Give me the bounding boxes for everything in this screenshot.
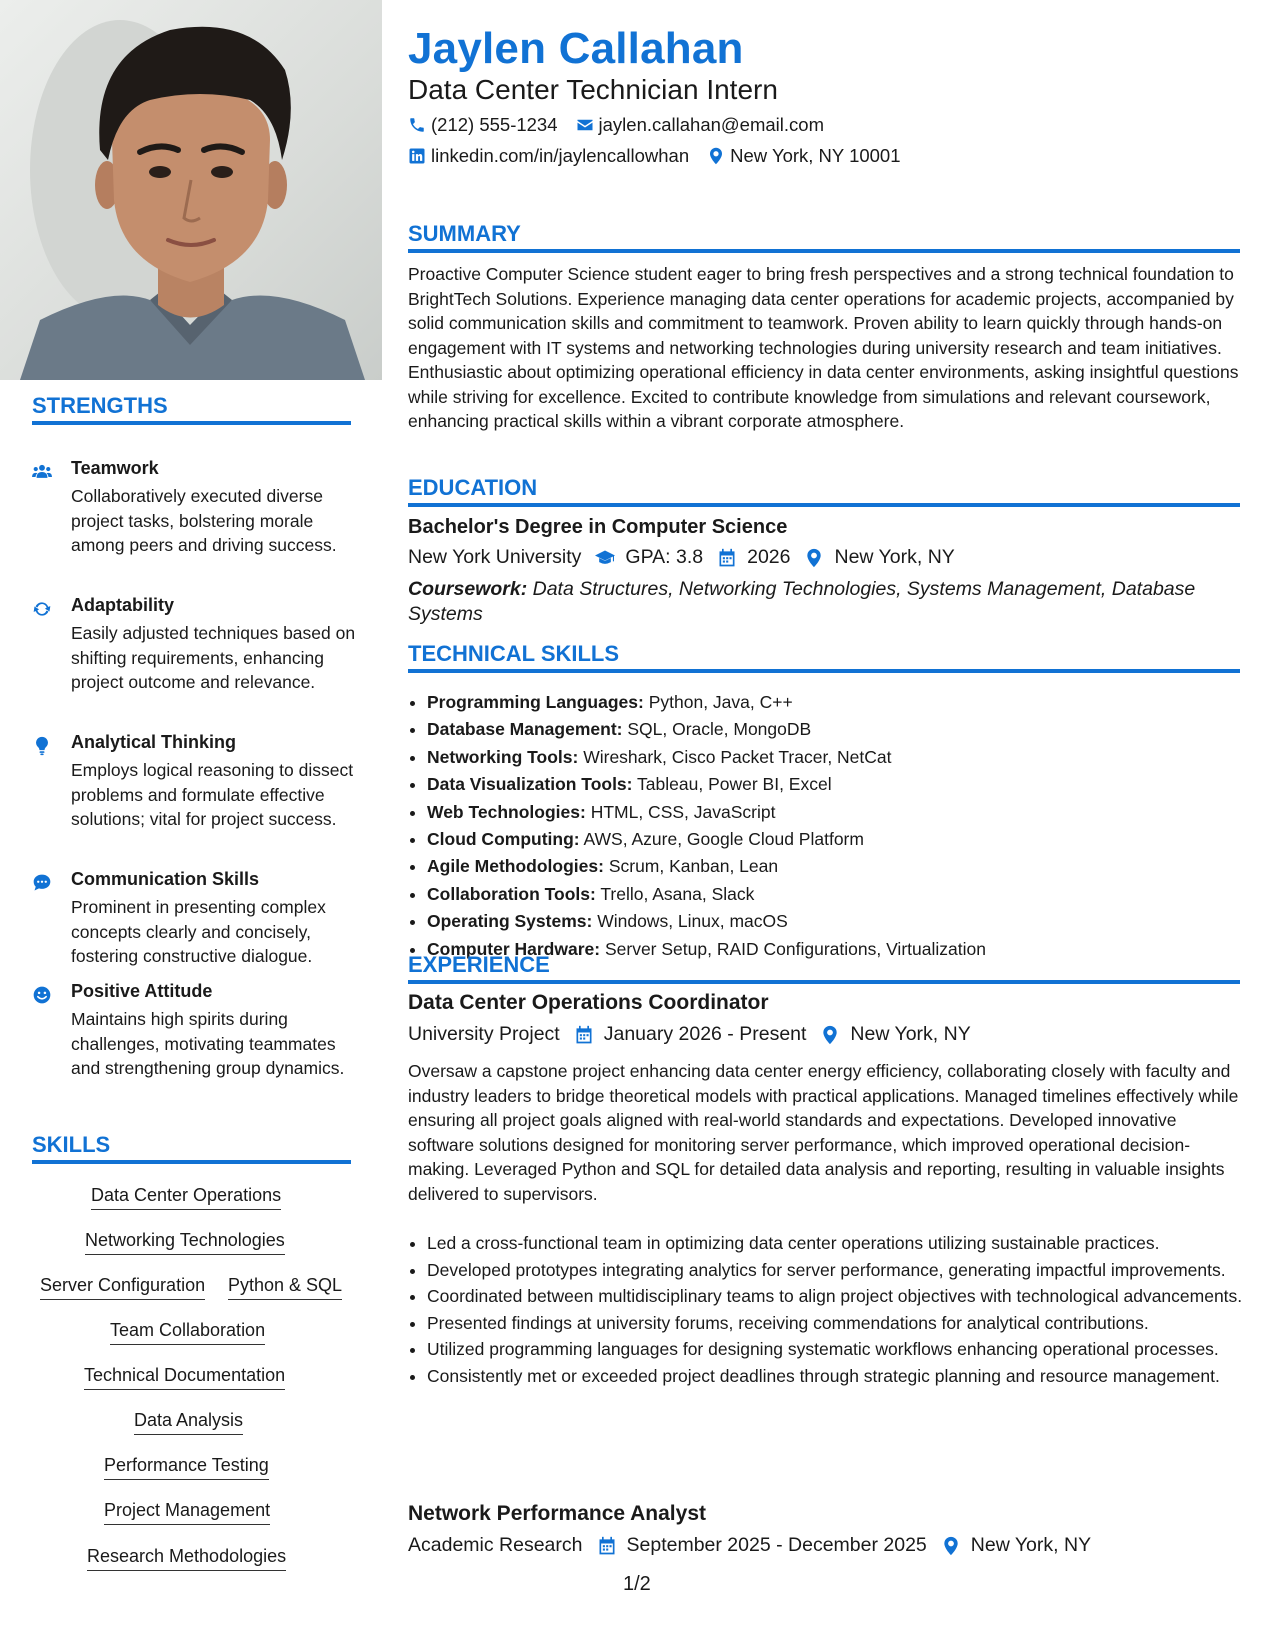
skill-category: Computer Hardware: [427,938,601,959]
list-item: • Developed prototypes integrating analytics for server performance, generating impactful improvements. [427,1258,1259,1283]
strength-item [32,458,357,578]
list-item [427,826,1259,853]
map-pin-icon [941,1536,961,1556]
job-organization: Academic Research [408,1534,583,1556]
skill-values: Trello, Asana, Slack [600,883,755,904]
list-item [427,908,1259,935]
skill-category: Database Management: [427,719,623,740]
strength-item [32,595,357,715]
strength-item [32,732,357,852]
year-value: 2026 [747,546,791,568]
technical-skills-list [408,689,1259,963]
dates-value: September 2025 - December 2025 [626,1534,927,1556]
location-value: New York, NY [970,1534,1092,1556]
skill-category: Networking Tools: [427,746,579,767]
skill-values: Wireshark, Cisco Packet Tracer, NetCat [583,746,892,767]
skill-values: HTML, CSS, JavaScript [590,801,776,822]
list-item: • Presented findings at university forums, receiving commendations for analytical contributions. [427,1311,1259,1336]
location-contact [707,145,900,167]
dates-value: January 2026 - Present [603,1023,807,1045]
strengths-heading: STRENGTHS [32,393,351,425]
strength-description: Maintains high spirits during challenges, motivating teammates and strengthening group dynamics. [71,1009,345,1078]
school-location [804,546,954,569]
location-value: New York, NY [850,1023,971,1045]
list-item [427,716,1259,743]
envelope-icon [576,116,594,134]
job-location [941,1534,1091,1557]
map-pin-icon [707,147,725,165]
skill-tag: Performance Testing [104,1454,269,1480]
skill-values: Python, Java, C++ [648,692,793,712]
job-bullets [408,1231,1259,1390]
strength-item [32,981,357,1101]
skill-values: Scrum, Kanban, Lean [608,856,779,877]
skill-tag: Data Analysis [134,1409,243,1435]
smile-icon [32,985,52,1005]
skill-category: Cloud Computing: [427,828,580,849]
list-item: • Coordinated between multidisciplinary teams to align project objectives with technological advancements. [427,1284,1259,1309]
sync-icon [32,599,52,619]
degree-title: Bachelor's Degree in Computer Science [408,516,788,538]
map-pin-icon [804,548,824,568]
education-heading: EDUCATION [408,475,1240,507]
skill-tag: Data Center Operations [91,1184,281,1210]
strength-description: Collaboratively executed diverse project tasks, bolstering morale among peers and driving success. [71,486,337,555]
graduation-cap-icon [595,548,615,568]
location-value: New York, NY [834,546,955,568]
strength-description: Employs logical reasoning to dissect problems and formulate effective solutions; vital for project success. [71,760,354,829]
skill-tag: Project Management [104,1499,270,1525]
calendar-icon [717,548,737,568]
strength-description: Prominent in presenting complex concepts clearly and concisely, fostering constructive dialogue. [71,897,326,966]
skill-values: Server Setup, RAID Configurations, Virtualization [604,938,986,959]
contact-row [408,145,919,167]
coursework-list: Data Structures, Networking Technologies, Systems Management, Database Systems [408,578,1196,625]
phone-number: (212) 555-1234 [431,114,558,135]
linkedin-url: linkedin.com/in/jaylencallowhan [431,145,690,166]
strength-description: Easily adjusted techniques based on shifting requirements, enhancing project outcome and relevance. [71,623,356,692]
list-item: • Consistently met or exceeded project deadlines through strategic planning and resource management. [427,1364,1259,1389]
job-organization: University Project [408,1023,560,1045]
job-dates [574,1023,807,1046]
skill-values: Windows, Linux, macOS [597,911,788,932]
skill-values: AWS, Azure, Google Cloud Platform [583,828,864,849]
target-job-title: Data Center Technician Intern [408,74,778,105]
skill-tag: Technical Documentation [84,1364,285,1390]
map-pin-icon [820,1025,840,1045]
phone-icon [408,116,426,134]
linkedin-icon [408,147,426,165]
list-item [427,744,1259,771]
job-description: Oversaw a capstone project enhancing data center energy efficiency, collaborating closely with faculty and industry leaders to bridge theoretical models with practical applications. Managed timelines effectively while ensuring all project goals aligned with real-world standards and expectations. Developed innovative software solutions designed for monitoring server performance, which improved operational decision-making. Leveraged Python and SQL for detailed data analysis and reporting, resulting in valuable insights delivered to supervisors. [408,1061,1239,1204]
skill-tag: Team Collaboration [110,1319,265,1345]
users-icon [32,462,52,482]
gpa [595,546,703,569]
skill-category: Data Visualization Tools: [427,774,633,795]
lightbulb-icon [32,736,52,756]
education-meta [408,546,969,569]
contact-row [408,114,842,136]
sidebar [0,0,382,1650]
summary-text: Proactive Computer Science student eager to bring fresh perspectives and a strong technical foundation to BrightTech Solutions. Experience managing data center operations for academic projects, accompanied by solid communication skills and commitment to teamwork. Proven ability to learn quickly through hands-on engagement with IT systems and networking technologies during university research and team initiatives. Enthusiastic about optimizing operational efficiency in data center environments, asking insightful questions while striving for excellence. Excited to contribute knowledge from simulations and relevant coursework, enhancing practical skills within a vibrant corporate atmosphere. [408,264,1239,431]
skill-tag: Networking Technologies [85,1229,285,1255]
list-item [427,853,1259,880]
list-item: • Led a cross-functional team in optimizing data center operations utilizing sustainable practices. [427,1231,1259,1256]
portrait-illustration [0,0,382,380]
linkedin-contact[interactable] [408,145,689,167]
strength-title: Communication Skills [71,869,260,889]
page-number: 1/2 [623,1573,651,1595]
list-item [427,689,1259,716]
strength-item [32,869,357,969]
job-dates [597,1534,927,1557]
list-item [427,771,1259,798]
strength-title: Analytical Thinking [71,732,237,752]
skill-category: Agile Methodologies: [427,856,604,877]
skill-values: Tableau, Power BI, Excel [637,774,832,795]
experience-heading: EXPERIENCE [408,952,1240,984]
calendar-icon [597,1536,617,1556]
job-meta [408,1534,1105,1557]
school-name: New York University [408,546,582,568]
main-content [408,0,1243,1650]
coursework-label: Coursework: [408,578,528,600]
job-location [820,1023,970,1046]
skill-category: Web Technologies: [427,801,586,822]
email-contact[interactable] [576,114,824,136]
summary-heading: SUMMARY [408,221,1240,253]
list-item: • Utilized programming languages for designing systematic workflows enhancing operational processes. [427,1337,1259,1362]
location-text: New York, NY 10001 [730,145,901,166]
phone-contact[interactable] [408,114,558,136]
job-title: Network Performance Analyst [408,1502,706,1525]
list-item [427,881,1259,908]
strength-title: Positive Attitude [71,981,213,1001]
skill-category: Programming Languages: [427,692,644,712]
skill-tag: Research Methodologies [87,1545,286,1571]
candidate-name: Jaylen Callahan [408,24,744,73]
skill-category: Collaboration Tools: [427,883,596,904]
strength-title: Adaptability [71,595,175,615]
strength-title: Teamwork [71,458,159,478]
graduation-year [717,546,790,569]
profile-photo [0,0,382,380]
list-item [427,799,1259,826]
skills-heading: SKILLS [32,1132,351,1164]
gpa-value: GPA: 3.8 [625,546,704,568]
skill-tag: Python & SQL [228,1274,342,1300]
job-meta [408,1023,985,1046]
job-title: Data Center Operations Coordinator [408,991,769,1014]
skill-values: SQL, Oracle, MongoDB [627,719,812,740]
technical-skills-heading: TECHNICAL SKILLS [408,641,1240,673]
email-address: jaylen.callahan@email.com [598,114,824,135]
skill-tag: Server Configuration [40,1274,205,1300]
skill-category: Operating Systems: [427,911,593,932]
comment-icon [32,873,52,893]
coursework [408,577,1240,626]
calendar-icon [574,1025,594,1045]
